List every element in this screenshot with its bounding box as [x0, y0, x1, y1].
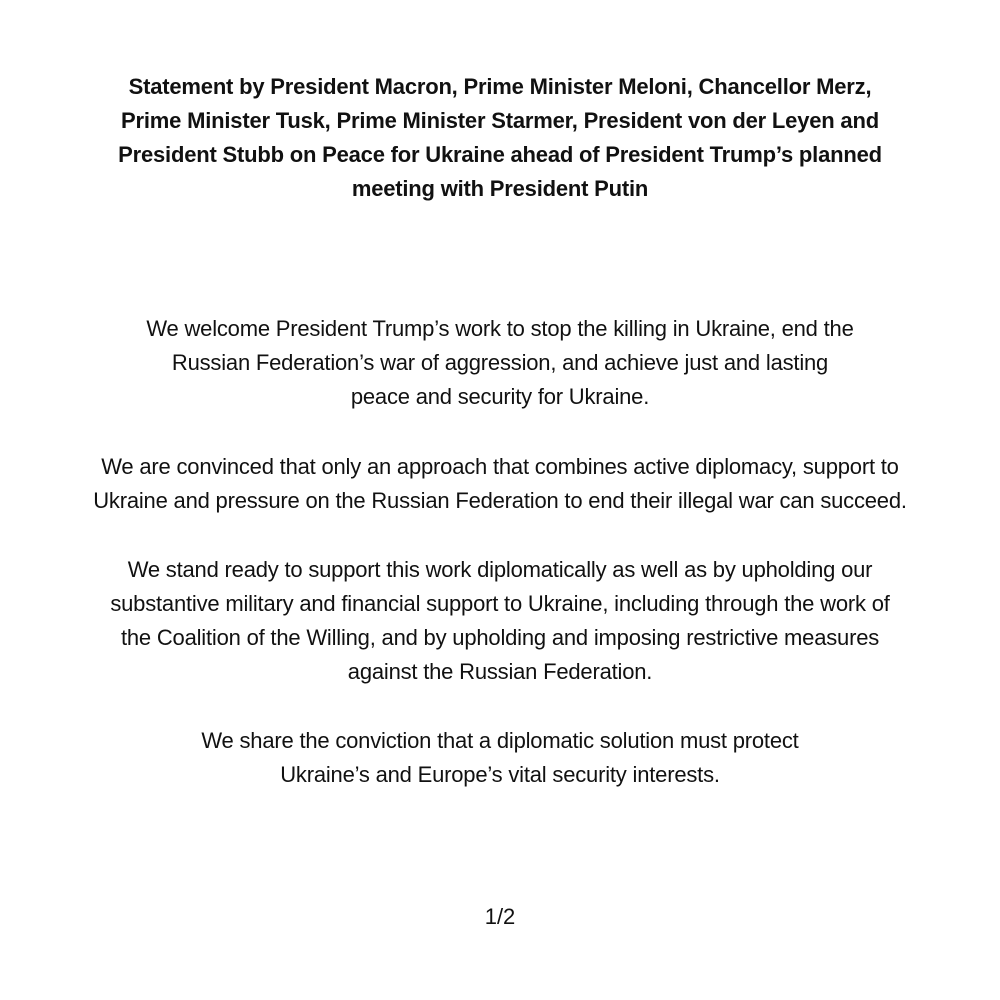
- paragraph-line: substantive military and financial support to Ukraine, including through the work of: [110, 591, 890, 616]
- paragraph-line: We are convinced that only an approach that combines active diplomacy, support to: [101, 454, 899, 479]
- paragraph-line: the Coalition of the Willing, and by upholding and imposing restrictive measures: [120, 625, 880, 650]
- paragraph-line: Ukraine and pressure on the Russian Federation to end their illegal war can succeed.: [93, 488, 907, 513]
- title-line: Prime Minister Tusk, Prime Minister Starmer, President von der Leyen and: [121, 108, 879, 133]
- paragraph-line: Russian Federation’s war of aggression, and achieve just and lasting: [171, 350, 829, 375]
- paragraph-welcome: [40, 312, 960, 414]
- paragraph-line: We stand ready to support this work diplomatically as well as by upholding our: [127, 557, 873, 582]
- paragraph-line: We welcome President Trump’s work to stop the killing in Ukraine, end the: [146, 316, 854, 341]
- statement-title: [60, 70, 940, 206]
- page-number: 1/2: [484, 904, 516, 929]
- paragraph-support: [40, 553, 960, 689]
- title-line: Statement by President Macron, Prime Minister Meloni, Chancellor Merz,: [128, 74, 872, 99]
- paragraph-line: against the Russian Federation.: [347, 659, 653, 684]
- paragraph-line: Ukraine’s and Europe’s vital security interests.: [280, 762, 720, 787]
- paragraph-conviction: [40, 724, 960, 792]
- paragraph-approach: [40, 450, 960, 518]
- paragraph-line: We share the conviction that a diplomatic solution must protect: [201, 728, 799, 753]
- title-line: meeting with President Putin: [351, 176, 649, 201]
- paragraph-line: peace and security for Ukraine.: [350, 384, 650, 409]
- title-line: President Stubb on Peace for Ukraine ahead of President Trump’s planned: [118, 142, 882, 167]
